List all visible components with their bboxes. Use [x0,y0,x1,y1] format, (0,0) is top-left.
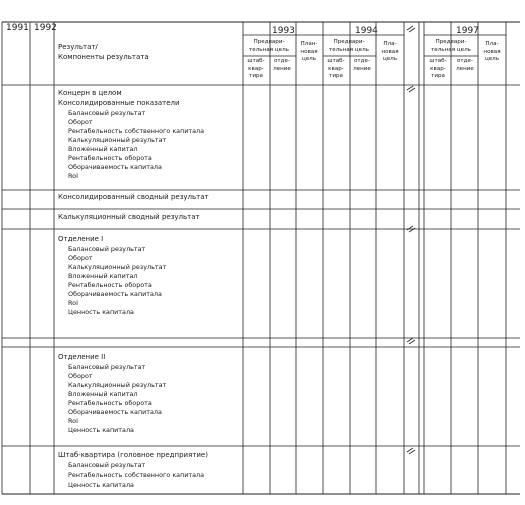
subheader-line: тельная цель [329,46,369,53]
list-item: Оборачиваемость капитала [68,290,162,298]
year-1991: 1991 [6,23,29,33]
list-item: Оборачиваемость капитала [68,163,162,171]
subheader-line: цель [301,56,317,63]
subheader-line: Предвари- [253,39,285,45]
break-mark [409,450,415,454]
subheader-line: цель [484,56,500,63]
subheader-department-1994 [350,58,374,73]
subheader-department-1993 [270,58,294,73]
subheader-hq-1997 [425,58,451,81]
break-mark [407,26,413,30]
list-item: Рентабельность собственного капитала [68,127,205,135]
subheader-line: штаб- [327,58,345,64]
subheader-line: Пла- [485,41,499,47]
subheader-line: ление [353,65,371,72]
subheader-line: квар- [248,65,264,72]
section-concern-subtitle: Консолидированные показатели [58,99,180,107]
list-item: Вложенный капитал [68,145,138,153]
list-item: Оборачиваемость капитала [68,408,162,416]
list-item: Ценность капитала [68,426,134,434]
list-item: Ценность капитала [68,308,134,316]
section-department-1-title: Отделение I [58,235,104,243]
subheader-hq-1994 [324,58,348,81]
subheader-line: ление [456,65,474,72]
subheader-line: тельная цель [431,46,471,53]
subheader-line: отде- [353,58,370,64]
subheader-line: штаб- [247,58,265,64]
list-item: Балансовый результат [68,461,146,469]
subheader-line: отде- [456,58,473,64]
list-item: Оборот [68,372,93,380]
list-item: Оборот [68,254,93,262]
break-mark [409,28,415,32]
break-mark [407,338,413,342]
list-item: Калькуляционный результат [68,136,167,144]
list-item: Рентабельность оборота [68,154,152,162]
subheader-line: новая [300,48,318,55]
subheader-department-1997 [452,58,478,73]
list-item: Вложенный капитал [68,390,138,398]
subheader-line: План- [300,41,318,47]
section-department-2-title: Отделение II [58,353,106,361]
list-item: Рентабельность оборота [68,281,152,289]
subheader-preliminary-target-1993 [244,39,294,54]
row-calculation-result: Калькуляционный сводный результат [58,213,200,221]
list-item: RoI [68,299,78,307]
subheader-planned-target-1993 [297,41,321,64]
section-concern-title: Концерн в целом [58,89,122,97]
subheader-line: новая [381,48,399,55]
result-header: Результат/ [58,43,98,51]
break-mark [407,86,413,90]
subheader-line: тира [249,73,263,80]
subheader-planned-target-1997 [479,41,505,64]
result-components-header: Компоненты результата [58,53,149,61]
year-1993: 1993 [272,26,295,36]
break-mark [409,88,415,92]
subheader-line: квар- [328,65,344,72]
list-item: Калькуляционный результат [68,263,167,271]
list-item: Ценность капитала [68,481,134,489]
subheader-line: Предвари- [333,39,365,45]
break-mark [409,340,415,344]
year-1997: 1997 [456,26,479,36]
subheader-preliminary-target-1997 [425,39,477,54]
list-item: Рентабельность оборота [68,399,152,407]
subheader-line: тира [431,73,445,80]
year-1994: 1994 [355,26,378,36]
subheader-line: отде- [273,58,290,64]
subheader-line: новая [483,48,501,55]
break-mark [407,448,413,452]
list-item: RoI [68,417,78,425]
subheader-line: ление [273,65,291,72]
list-item: Оборот [68,118,93,126]
list-item: Балансовый результат [68,363,146,371]
list-item: Балансовый результат [68,245,146,253]
row-consolidated-result: Консолидированный сводный результат [58,193,209,201]
year-1992: 1992 [34,23,57,33]
subheader-preliminary-target-1994 [324,39,374,54]
subheader-line: тира [329,73,343,80]
subheader-line: цель [382,56,398,63]
subheader-planned-target-1994 [377,41,403,64]
subheader-line: тельная цель [249,46,289,53]
subheader-hq-1993 [244,58,268,81]
subheader-line: квар- [430,65,446,72]
list-item: Рентабельность собственного капитала [68,471,205,479]
subheader-line: Пла- [383,41,397,47]
list-item: Балансовый результат [68,109,146,117]
section-hq-title: Штаб-квартира (головное предприятие) [58,451,208,459]
subheader-line: Предвари- [435,39,467,45]
list-item: Вложенный капитал [68,272,138,280]
list-item: RoI [68,172,78,180]
list-item: Калькуляционный результат [68,381,167,389]
subheader-line: штаб- [429,58,447,64]
